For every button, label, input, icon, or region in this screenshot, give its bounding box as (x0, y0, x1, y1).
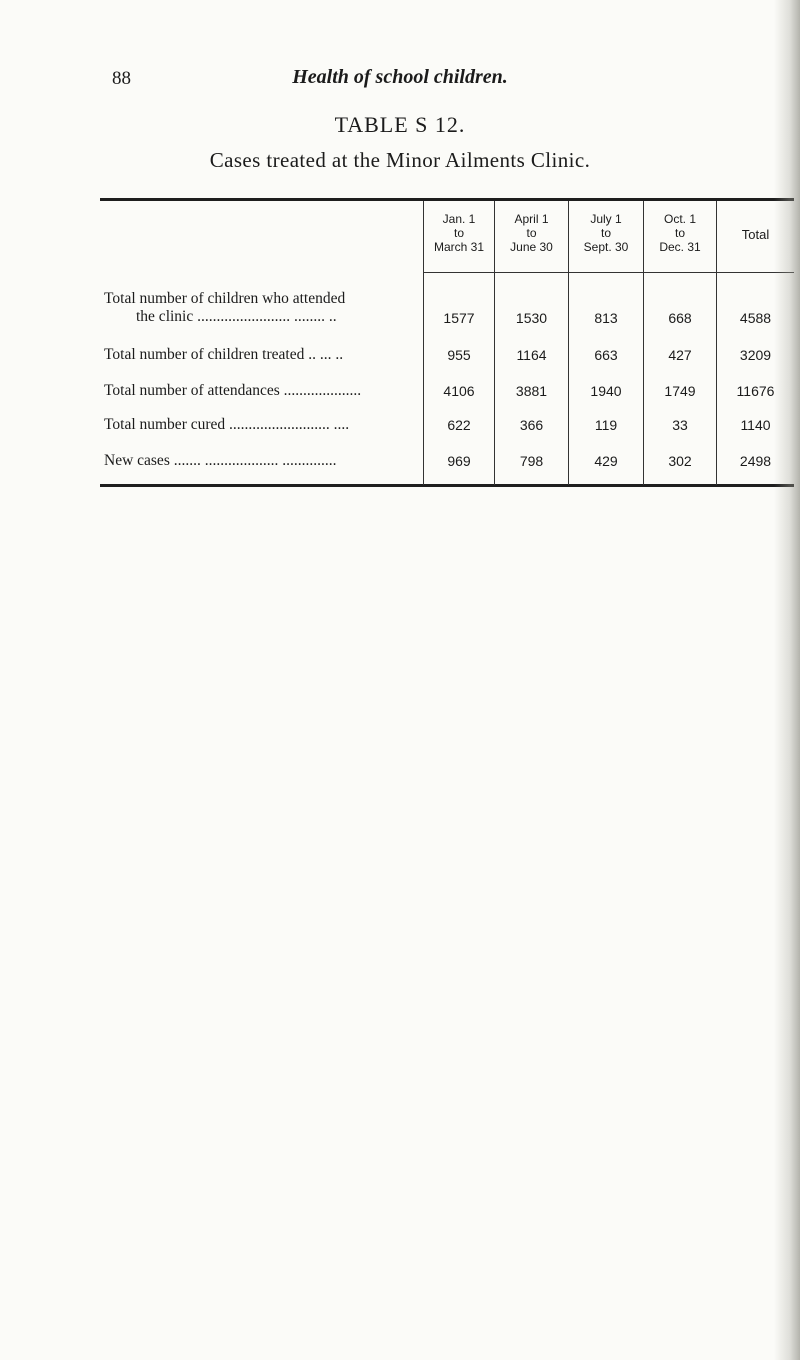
table-top-rule (100, 198, 794, 201)
table-cell: 302 (668, 453, 692, 469)
column-header-q4 (644, 212, 716, 254)
row-label: New cases ....... ................... .............. (104, 452, 337, 469)
column-divider (716, 201, 717, 485)
table-cell: 33 (672, 417, 688, 433)
table-cell: 2498 (739, 453, 772, 469)
table-cell: 955 (447, 347, 471, 363)
row-label-line: Total number of children who attended (104, 290, 346, 307)
table-cell: 1530 (515, 310, 548, 326)
page-number: 88 (112, 68, 131, 89)
column-header-line: March 31 (433, 240, 485, 254)
table-cell: 969 (447, 453, 471, 469)
column-header-line: July 1 (590, 212, 622, 226)
table-cell: 4588 (739, 310, 772, 326)
table-cell: 427 (668, 347, 692, 363)
table-cell: 1940 (590, 383, 622, 399)
column-header-q3 (569, 212, 643, 254)
column-header-line: Oct. 1 (663, 212, 696, 226)
column-header-line: Sept. 30 (583, 240, 629, 254)
table-cell: 813 (594, 310, 618, 326)
running-head: Health of school children. (292, 66, 508, 88)
row-label: Total number cured .......................... .... (104, 416, 350, 433)
table-cell: 3881 (515, 383, 548, 399)
column-header-line: to (453, 226, 464, 240)
table-cell: 11676 (736, 383, 775, 399)
row-label: Total number of attendances .................... (104, 382, 362, 399)
row-label: Total number of children treated .. ... .. (104, 346, 344, 363)
row-label (104, 290, 419, 326)
column-header-line: to (526, 226, 537, 240)
row-label-line: the clinic ........................ ........ .. (136, 308, 337, 325)
table-cell: 1577 (443, 310, 475, 326)
table-cell: 663 (594, 347, 618, 363)
table-cell: 1749 (664, 383, 696, 399)
column-header-line: Dec. 31 (659, 240, 701, 254)
table-cell: 622 (447, 417, 471, 433)
table-cell: 1164 (516, 347, 547, 363)
table-cell: 1140 (740, 417, 771, 433)
column-header-total: Total (741, 227, 770, 242)
table-bottom-rule (100, 484, 794, 487)
column-header-line: to (674, 226, 685, 240)
column-header-q2 (495, 212, 568, 254)
table-cell: 366 (519, 417, 544, 433)
header-bottom-rule (423, 272, 794, 273)
table-cell: 4106 (443, 383, 475, 399)
column-header-line: to (600, 226, 611, 240)
table-cell: 429 (594, 453, 618, 469)
table-cell: 3209 (739, 347, 772, 363)
table-cell: 798 (519, 453, 544, 469)
page-edge-shadow (774, 0, 800, 1360)
column-header-q1 (424, 212, 494, 254)
table-title: TABLE S 12. (334, 112, 466, 137)
table-cell: 668 (668, 310, 692, 326)
table-cell: 119 (594, 417, 618, 433)
column-header-line: Jan. 1 (442, 212, 476, 226)
column-header-line: April 1 (514, 212, 549, 226)
column-header-line: June 30 (510, 240, 553, 254)
table-caption: Cases treated at the Minor Ailments Clinic. (209, 148, 591, 172)
